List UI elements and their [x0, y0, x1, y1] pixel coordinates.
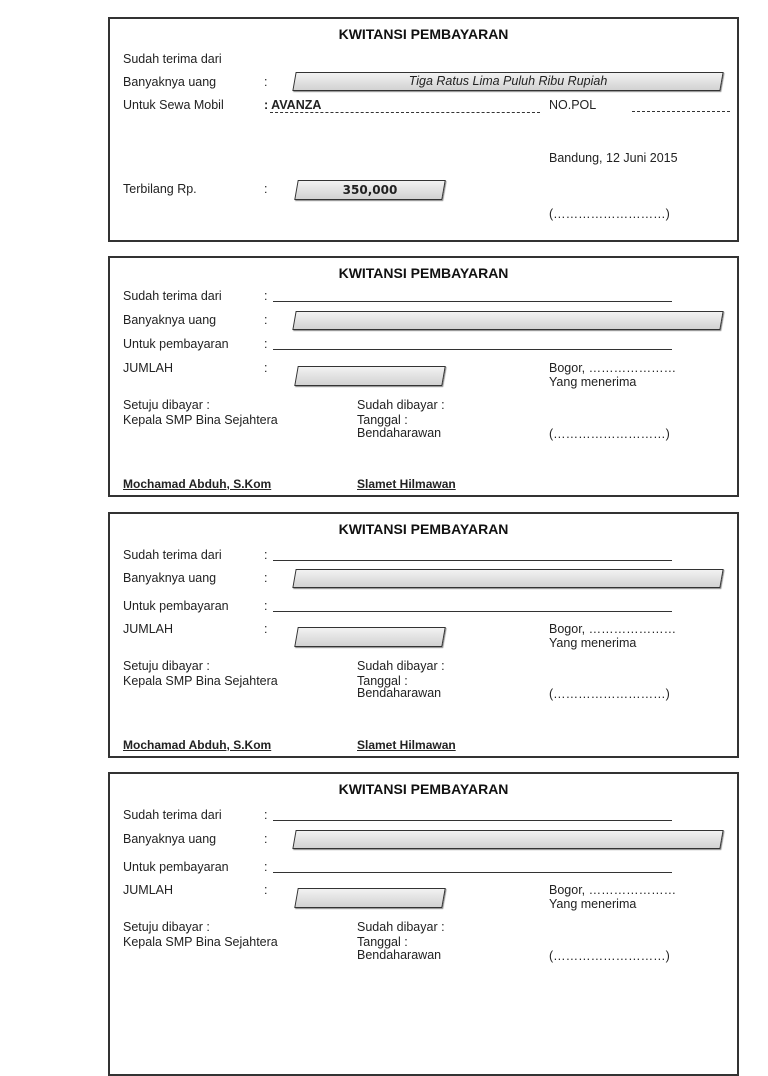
car-dashed-line [270, 112, 540, 113]
tanggal: Tanggal : [357, 674, 408, 688]
untuk-line[interactable] [273, 349, 672, 350]
label-sudah-terima: Sudah terima dari [123, 52, 222, 66]
colon: : [264, 182, 268, 196]
kepala-sekolah: Kepala SMP Bina Sejahtera [123, 674, 278, 688]
sudah-terima-line[interactable] [273, 560, 672, 561]
tanggal: Tanggal : [357, 413, 408, 427]
jumlah-field[interactable] [294, 627, 446, 647]
amount-words-field[interactable] [292, 311, 723, 330]
place-date: Bandung, 12 Juni 2015 [549, 151, 678, 165]
label-nopol: NO.POL [549, 98, 597, 112]
amount-words-field[interactable] [292, 830, 723, 849]
car-value: : AVANZA [264, 98, 322, 112]
colon: : [264, 361, 268, 375]
receipt-title: KWITANSI PEMBAYARAN [338, 265, 509, 281]
name-left: Mochamad Abduh, S.Kom [123, 477, 272, 491]
label-jumlah: JUMLAH [123, 883, 174, 897]
colon: : [264, 883, 268, 897]
colon: : [264, 75, 268, 89]
label-banyaknya: Banyaknya uang [123, 313, 217, 327]
colon: : [264, 337, 268, 351]
setuju-dibayar: Setuju dibayar : [123, 398, 210, 412]
kepala-sekolah: Kepala SMP Bina Sejahtera [123, 413, 278, 427]
colon: : [264, 548, 268, 562]
sudah-dibayar: Sudah dibayar : [357, 920, 445, 934]
label-untuk: Untuk pembayaran [123, 599, 229, 613]
sudah-dibayar: Sudah dibayar : [357, 659, 445, 673]
signature-placeholder: (………………………) [549, 687, 670, 701]
bogor-date: Bogor, ………………… [549, 883, 677, 897]
receipt-card-2 [108, 256, 739, 497]
yang-menerima: Yang menerima [549, 636, 637, 650]
name-right: Slamet Hilmawan [357, 738, 456, 752]
colon: : [264, 832, 268, 846]
colon: : [264, 622, 268, 636]
amount-field[interactable] [294, 180, 446, 200]
receipt-title: KWITANSI PEMBAYARAN [338, 26, 509, 42]
sudah-dibayar: Sudah dibayar : [357, 398, 445, 412]
receipt-card-4 [108, 772, 739, 1076]
colon: : [264, 289, 268, 303]
setuju-dibayar: Setuju dibayar : [123, 920, 210, 934]
sudah-terima-line[interactable] [273, 301, 672, 302]
receipt-card-1 [108, 17, 739, 242]
label-sudah-terima: Sudah terima dari [123, 808, 222, 822]
label-banyaknya: Banyaknya uang [123, 832, 217, 846]
bogor-date: Bogor, ………………… [549, 361, 677, 375]
jumlah-field[interactable] [294, 888, 446, 908]
amount-words-field[interactable] [292, 569, 723, 588]
setuju-dibayar: Setuju dibayar : [123, 659, 210, 673]
label-terbilang: Terbilang Rp. [123, 182, 197, 196]
label-jumlah: JUMLAH [123, 622, 174, 636]
yang-menerima: Yang menerima [549, 897, 637, 911]
label-banyaknya: Banyaknya uang [123, 75, 217, 89]
name-right: Slamet Hilmawan [357, 477, 456, 491]
jumlah-field[interactable] [294, 366, 446, 386]
label-banyaknya: Banyaknya uang [123, 571, 217, 585]
receipt-title: KWITANSI PEMBAYARAN [338, 521, 509, 537]
amount-value: 350,000 [342, 183, 398, 197]
receipt-title: KWITANSI PEMBAYARAN [338, 781, 509, 797]
bogor-date: Bogor, ………………… [549, 622, 677, 636]
yang-menerima: Yang menerima [549, 375, 637, 389]
label-untuk: Untuk pembayaran [123, 337, 229, 351]
receipt-card-3 [108, 512, 739, 758]
bendaharawan: Bendaharawan [357, 686, 442, 700]
label-jumlah: JUMLAH [123, 361, 174, 375]
untuk-line[interactable] [273, 611, 672, 612]
tanggal: Tanggal : [357, 935, 408, 949]
bendaharawan: Bendaharawan [357, 426, 442, 440]
label-sudah-terima: Sudah terima dari [123, 289, 222, 303]
signature-placeholder: (………………………) [549, 949, 670, 963]
sudah-terima-line[interactable] [273, 820, 672, 821]
name-left: Mochamad Abduh, S.Kom [123, 738, 272, 752]
colon: : [264, 599, 268, 613]
colon: : [264, 571, 268, 585]
colon: : [264, 860, 268, 874]
label-sudah-terima: Sudah terima dari [123, 548, 222, 562]
label-untuk-sewa: Untuk Sewa Mobil [123, 98, 224, 112]
signature-placeholder: (………………………) [549, 427, 670, 441]
signature-placeholder: (………………………) [549, 207, 670, 221]
label-untuk: Untuk pembayaran [123, 860, 229, 874]
bendaharawan: Bendaharawan [357, 948, 442, 962]
amount-words-field[interactable] [292, 72, 723, 91]
untuk-line[interactable] [273, 872, 672, 873]
amount-words: Tiga Ratus Lima Puluh Ribu Rupiah [408, 74, 608, 88]
colon: : [264, 808, 268, 822]
kepala-sekolah: Kepala SMP Bina Sejahtera [123, 935, 278, 949]
nopol-dashed-line [632, 111, 730, 112]
colon: : [264, 313, 268, 327]
